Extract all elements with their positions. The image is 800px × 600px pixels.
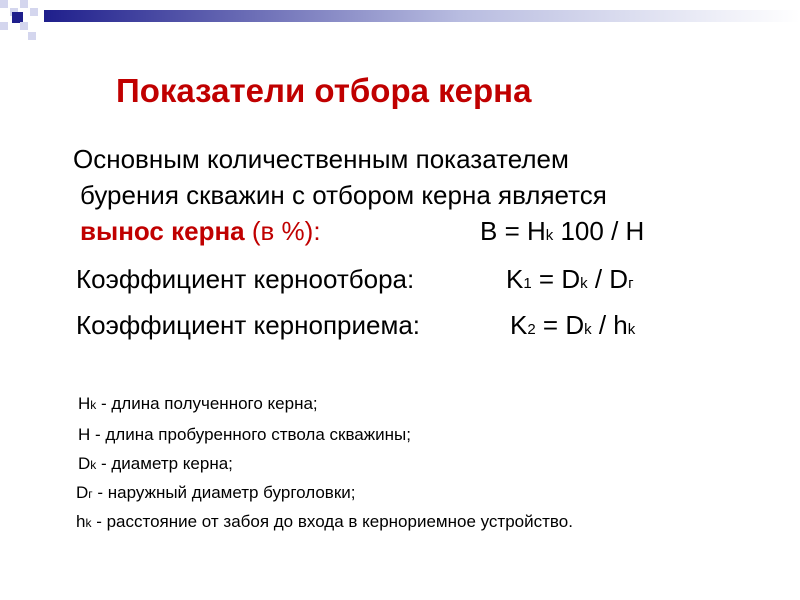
coef1-eq: = D bbox=[531, 264, 581, 294]
formula-subscript: k bbox=[545, 227, 554, 244]
coef1-formula bbox=[506, 264, 634, 299]
def-text: - наружный диаметр бурголовки; bbox=[92, 483, 356, 502]
def-symbol: D bbox=[78, 454, 91, 473]
para1-line3 bbox=[80, 216, 321, 246]
decor-square bbox=[30, 8, 38, 16]
def-text: - расстояние от забоя до входа в кернориемное устройство. bbox=[91, 512, 573, 531]
header-decoration bbox=[0, 0, 800, 50]
def-subscript: k bbox=[85, 516, 92, 530]
slide-title: Показатели отбора керна bbox=[116, 72, 532, 109]
decor-square bbox=[28, 32, 36, 40]
coef2-h-sub: k bbox=[627, 321, 636, 338]
coef2-div: / h bbox=[591, 310, 628, 340]
definition-item bbox=[76, 482, 355, 505]
coef2-eq: = D bbox=[535, 310, 585, 340]
definition-item bbox=[78, 453, 233, 476]
coef1-k-sub: 1 bbox=[523, 275, 532, 292]
coef1-label: Коэффициент керноотбора: bbox=[76, 264, 415, 294]
decor-square bbox=[20, 22, 28, 30]
def-symbol: h bbox=[76, 512, 86, 531]
formula-rhs: 100 / Н bbox=[553, 216, 645, 246]
decor-square bbox=[12, 12, 23, 23]
coef2-formula bbox=[510, 310, 635, 345]
definition-item bbox=[78, 424, 411, 447]
formula-lhs: В = Н bbox=[480, 216, 546, 246]
def-text: - длина пробуренного ствола скважины; bbox=[90, 425, 411, 444]
definition-item bbox=[76, 511, 573, 534]
definition-item bbox=[78, 393, 318, 416]
coef1-g-sub: г bbox=[628, 275, 634, 292]
def-symbol: Н bbox=[78, 425, 91, 444]
def-text: - диаметр керна; bbox=[96, 454, 233, 473]
coef1-div: / D bbox=[587, 264, 629, 294]
def-symbol: D bbox=[76, 483, 89, 502]
def-subscript: г bbox=[88, 487, 93, 501]
decor-square bbox=[0, 22, 8, 30]
header-gradient-bar bbox=[44, 10, 800, 22]
coef2-d-sub: k bbox=[584, 321, 592, 338]
key-term: вынос керна bbox=[80, 216, 245, 246]
def-symbol: Н bbox=[78, 394, 91, 413]
coef2-k: K bbox=[510, 310, 528, 340]
coef1-k: K bbox=[506, 264, 524, 294]
para1-line2: бурения скважин с отбором керна является bbox=[80, 180, 607, 210]
coef2-label: Коэффициент керноприема: bbox=[76, 310, 421, 340]
coef1-d-sub: k bbox=[580, 275, 588, 292]
def-subscript: k bbox=[90, 458, 97, 472]
decor-square bbox=[0, 0, 8, 8]
def-subscript: k bbox=[90, 398, 97, 412]
formula-yield bbox=[480, 216, 644, 251]
decor-square bbox=[20, 0, 28, 8]
coef2-k-sub: 2 bbox=[527, 321, 536, 338]
para1-line1: Основным количественным показателем bbox=[73, 144, 569, 174]
def-text: - длина полученного керна; bbox=[96, 394, 318, 413]
key-term-unit: (в %): bbox=[244, 216, 321, 246]
